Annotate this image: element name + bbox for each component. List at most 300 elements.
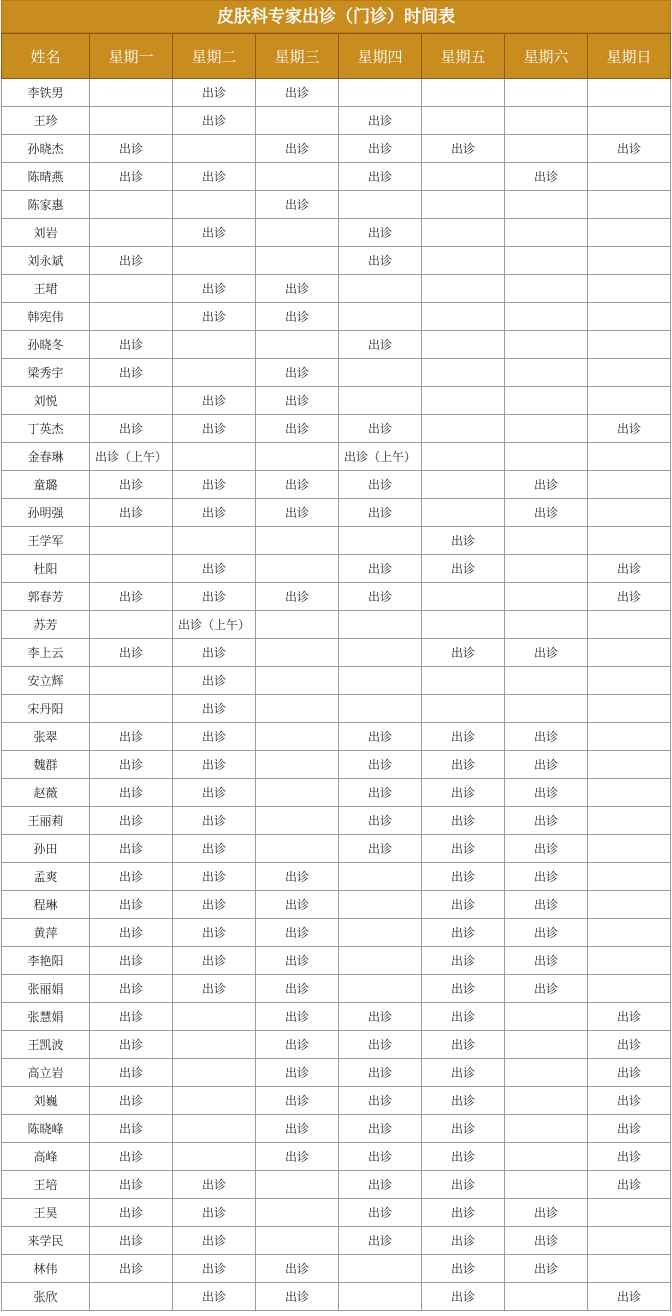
schedule-cell: 出诊 [90,807,173,835]
schedule-cell [256,667,339,695]
schedule-cell: 出诊 [505,639,588,667]
header-day: 星期三 [256,34,339,79]
schedule-cell [90,107,173,135]
schedule-cell [505,331,588,359]
schedule-cell: 出诊 [505,863,588,891]
schedule-cell: 出诊（上午） [173,611,256,639]
table-row [2,807,671,835]
schedule-cell [505,1003,588,1031]
doctor-name-cell: 丁英杰 [2,415,90,443]
schedule-cell [505,359,588,387]
schedule-cell: 出诊 [422,527,505,555]
table-row [2,387,671,415]
schedule-cell [588,247,671,275]
schedule-cell: 出诊 [339,499,422,527]
table-row [2,583,671,611]
schedule-cell [422,163,505,191]
schedule-cell [588,1199,671,1227]
schedule-cell: 出诊 [422,639,505,667]
schedule-cell [505,387,588,415]
header-day: 星期五 [422,34,505,79]
schedule-cell: 出诊 [173,723,256,751]
schedule-cell: 出诊 [173,919,256,947]
schedule-cell: 出诊 [505,975,588,1003]
schedule-cell [505,303,588,331]
schedule-cell: 出诊 [173,863,256,891]
schedule-cell: 出诊 [173,415,256,443]
schedule-cell: 出诊 [505,1199,588,1227]
doctor-name-cell: 金春琳 [2,443,90,471]
schedule-cell: 出诊 [422,1199,505,1227]
schedule-cell [505,1171,588,1199]
schedule-cell [256,1171,339,1199]
doctor-name-cell: 程琳 [2,891,90,919]
table-row [2,527,671,555]
schedule-cell [505,1087,588,1115]
schedule-cell [256,1227,339,1255]
schedule-cell [422,611,505,639]
schedule-cell [256,751,339,779]
schedule-cell: 出诊 [90,415,173,443]
schedule-cell: 出诊 [173,975,256,1003]
table-row [2,1171,671,1199]
schedule-cell: 出诊 [90,919,173,947]
doctor-name-cell: 杜阳 [2,555,90,583]
schedule-cell [588,863,671,891]
schedule-cell: 出诊 [173,555,256,583]
schedule-cell: 出诊 [422,723,505,751]
header-day: 星期二 [173,34,256,79]
schedule-cell: 出诊 [505,835,588,863]
schedule-cell: 出诊 [173,1255,256,1283]
schedule-cell [505,135,588,163]
schedule-cell [173,1059,256,1087]
doctor-name-cell: 魏群 [2,751,90,779]
schedule-cell: 出诊 [422,1003,505,1031]
schedule-cell [339,975,422,1003]
schedule-cell [505,191,588,219]
schedule-cell [588,695,671,723]
doctor-name-cell: 孙明强 [2,499,90,527]
table-row [2,1255,671,1283]
table-row [2,247,671,275]
doctor-name-cell: 王珺 [2,275,90,303]
doctor-name-cell: 赵薇 [2,779,90,807]
schedule-cell [256,695,339,723]
schedule-cell [256,611,339,639]
schedule-cell: 出诊 [173,471,256,499]
schedule-cell: 出诊 [422,751,505,779]
schedule-cell [505,527,588,555]
schedule-cell [256,107,339,135]
table-row [2,1059,671,1087]
schedule-cell: 出诊 [339,555,422,583]
schedule-cell [505,695,588,723]
doctor-name-cell: 孙晓冬 [2,331,90,359]
doctor-name-cell: 张丽娟 [2,975,90,1003]
doctor-name-cell: 高峰 [2,1143,90,1171]
doctor-name-cell: 王培 [2,1171,90,1199]
doctor-name-cell: 苏芳 [2,611,90,639]
doctor-name-cell: 梁秀宇 [2,359,90,387]
schedule-cell [256,639,339,667]
schedule-cell: 出诊 [173,751,256,779]
schedule-cell: 出诊 [339,1031,422,1059]
schedule-cell: 出诊 [505,919,588,947]
schedule-cell: 出诊 [256,583,339,611]
schedule-cell: 出诊 [173,1283,256,1311]
schedule-cell [339,919,422,947]
table-row [2,1143,671,1171]
schedule-cell [422,499,505,527]
table-row [2,779,671,807]
schedule-cell [588,639,671,667]
schedule-cell: 出诊 [256,303,339,331]
schedule-cell: 出诊 [256,891,339,919]
schedule-cell: 出诊 [256,1115,339,1143]
schedule-cell [505,1031,588,1059]
table-row [2,611,671,639]
schedule-cell [173,1087,256,1115]
schedule-cell: 出诊 [505,779,588,807]
table-row [2,331,671,359]
schedule-cell: 出诊 [339,751,422,779]
schedule-cell [256,1199,339,1227]
schedule-cell: 出诊 [339,1171,422,1199]
schedule-cell [173,443,256,471]
table-row [2,947,671,975]
schedule-cell [173,359,256,387]
schedule-cell [173,1115,256,1143]
schedule-cell: 出诊 [339,1003,422,1031]
schedule-cell [256,807,339,835]
schedule-cell [90,667,173,695]
schedule-cell: 出诊 [90,1059,173,1087]
schedule-cell: 出诊 [90,359,173,387]
schedule-cell: 出诊 [505,947,588,975]
schedule-cell [588,807,671,835]
schedule-cell [339,611,422,639]
schedule-cell [90,527,173,555]
table-row [2,863,671,891]
schedule-cell: 出诊 [173,163,256,191]
header-day: 星期六 [505,34,588,79]
schedule-cell [339,639,422,667]
schedule-cell: 出诊 [256,79,339,107]
schedule-cell: 出诊 [505,471,588,499]
schedule-cell: 出诊 [339,247,422,275]
table-row [2,667,671,695]
schedule-cell: 出诊 [173,1199,256,1227]
doctor-name-cell: 张翠 [2,723,90,751]
table-row [2,975,671,1003]
table-row [2,499,671,527]
doctor-name-cell: 安立辉 [2,667,90,695]
schedule-cell: 出诊 [256,947,339,975]
table-row [2,1283,671,1311]
schedule-cell: 出诊 [588,415,671,443]
schedule-cell [588,975,671,1003]
schedule-cell [588,779,671,807]
schedule-cell: 出诊 [90,135,173,163]
schedule-cell: 出诊 [90,499,173,527]
schedule-cell [588,723,671,751]
schedule-cell: 出诊 [90,947,173,975]
table-row [2,723,671,751]
schedule-cell: 出诊 [422,1283,505,1311]
schedule-cell [588,527,671,555]
schedule-cell [422,359,505,387]
table-row [2,695,671,723]
schedule-cell [588,919,671,947]
doctor-name-cell: 刘巍 [2,1087,90,1115]
schedule-cell [339,863,422,891]
schedule-cell: 出诊 [339,779,422,807]
doctor-name-cell: 高立岩 [2,1059,90,1087]
schedule-cell [90,219,173,247]
doctor-name-cell: 刘永斌 [2,247,90,275]
schedule-cell [505,1115,588,1143]
schedule-cell [422,331,505,359]
schedule-cell: 出诊 [90,1227,173,1255]
schedule-cell: 出诊 [90,471,173,499]
schedule-cell: 出诊 [588,1003,671,1031]
schedule-cell [90,303,173,331]
schedule-cell [339,667,422,695]
schedule-cell: 出诊 [422,807,505,835]
schedule-cell: 出诊 [588,1087,671,1115]
schedule-cell [90,695,173,723]
schedule-cell [256,443,339,471]
table-row [2,107,671,135]
schedule-cell: 出诊 [90,1003,173,1031]
header-day: 星期日 [588,34,671,79]
schedule-cell: 出诊 [173,107,256,135]
doctor-name-cell: 黄萍 [2,919,90,947]
schedule-cell: 出诊 [256,359,339,387]
schedule-page [1,0,671,1311]
table-row [2,891,671,919]
doctor-name-cell: 刘悦 [2,387,90,415]
schedule-cell [90,275,173,303]
doctor-name-cell: 陈晴燕 [2,163,90,191]
schedule-cell: 出诊 [256,1003,339,1031]
header-name: 姓名 [2,34,90,79]
schedule-cell [173,331,256,359]
schedule-cell: 出诊 [90,1143,173,1171]
schedule-cell: 出诊 [256,975,339,1003]
schedule-cell: 出诊 [588,1143,671,1171]
schedule-cell: 出诊 [422,135,505,163]
schedule-cell: 出诊 [505,891,588,919]
schedule-cell [339,387,422,415]
schedule-cell: 出诊 [422,975,505,1003]
schedule-cell [90,387,173,415]
schedule-cell [588,163,671,191]
schedule-cell: 出诊 [588,1171,671,1199]
schedule-cell [256,219,339,247]
schedule-cell [588,751,671,779]
schedule-cell [339,527,422,555]
schedule-cell: 出诊 [422,863,505,891]
doctor-name-cell: 童璐 [2,471,90,499]
schedule-cell [422,387,505,415]
schedule-cell [588,611,671,639]
schedule-cell: 出诊 [422,947,505,975]
schedule-cell: 出诊 [256,387,339,415]
schedule-cell [173,527,256,555]
schedule-cell [422,415,505,443]
doctor-name-cell: 王昊 [2,1199,90,1227]
schedule-cell [256,163,339,191]
schedule-cell [505,611,588,639]
schedule-cell: 出诊 [422,891,505,919]
schedule-cell: 出诊 [339,1227,422,1255]
schedule-cell: 出诊 [173,79,256,107]
table-row [2,79,671,107]
schedule-cell [505,667,588,695]
schedule-cell: 出诊 [422,779,505,807]
table-row [2,1227,671,1255]
doctor-name-cell: 孙晓杰 [2,135,90,163]
schedule-cell: 出诊 [339,723,422,751]
schedule-cell [588,891,671,919]
schedule-cell [339,275,422,303]
schedule-cell [256,527,339,555]
schedule-cell [588,471,671,499]
schedule-cell [256,723,339,751]
schedule-cell: 出诊 [256,919,339,947]
doctor-name-cell: 韩宪伟 [2,303,90,331]
schedule-cell [505,1143,588,1171]
header-day: 星期四 [339,34,422,79]
schedule-cell: 出诊 [339,1087,422,1115]
table-row [2,443,671,471]
schedule-cell: 出诊 [256,191,339,219]
schedule-cell: 出诊 [90,1115,173,1143]
schedule-cell [588,191,671,219]
schedule-cell: 出诊 [588,555,671,583]
schedule-cell: 出诊 [173,1171,256,1199]
schedule-cell: 出诊 [173,1227,256,1255]
schedule-cell [256,331,339,359]
schedule-cell [588,331,671,359]
doctor-name-cell: 张欣 [2,1283,90,1311]
schedule-cell: 出诊 [422,1227,505,1255]
schedule-cell [90,555,173,583]
schedule-cell [173,135,256,163]
doctor-name-cell: 孙田 [2,835,90,863]
schedule-cell: 出诊 [90,1087,173,1115]
schedule-cell: 出诊 [505,163,588,191]
table-row [2,639,671,667]
schedule-cell: 出诊 [339,135,422,163]
schedule-cell: 出诊 [505,1227,588,1255]
schedule-cell: 出诊 [173,695,256,723]
schedule-cell: 出诊 [173,947,256,975]
doctor-name-cell: 来学民 [2,1227,90,1255]
table-row [2,163,671,191]
schedule-cell [505,1283,588,1311]
header-row [2,34,671,79]
schedule-cell: 出诊 [256,1059,339,1087]
schedule-cell [588,1255,671,1283]
schedule-cell: 出诊 [422,919,505,947]
schedule-cell [505,583,588,611]
schedule-cell [339,359,422,387]
schedule-cell [422,443,505,471]
schedule-cell: 出诊 [256,415,339,443]
schedule-cell [505,555,588,583]
schedule-cell: 出诊 [256,1087,339,1115]
schedule-cell: 出诊 [173,807,256,835]
doctor-name-cell: 陈晓峰 [2,1115,90,1143]
schedule-cell: 出诊 [339,107,422,135]
schedule-cell [339,1255,422,1283]
schedule-cell [256,555,339,583]
table-row [2,219,671,247]
schedule-cell [339,191,422,219]
table-row [2,275,671,303]
schedule-cell [256,247,339,275]
table-row [2,415,671,443]
schedule-cell [339,891,422,919]
doctor-name-cell: 王丽莉 [2,807,90,835]
schedule-cell [505,247,588,275]
schedule-cell: 出诊 [505,1255,588,1283]
schedule-cell: 出诊 [588,135,671,163]
schedule-cell [422,303,505,331]
schedule-cell: 出诊 [90,583,173,611]
doctor-name-cell: 刘岩 [2,219,90,247]
table-row [2,303,671,331]
schedule-cell: 出诊 [90,779,173,807]
schedule-cell: 出诊 [339,1143,422,1171]
schedule-cell: 出诊 [588,1059,671,1087]
schedule-cell: 出诊 [90,331,173,359]
schedule-cell [505,415,588,443]
schedule-cell: 出诊 [339,415,422,443]
schedule-cell [588,219,671,247]
doctor-name-cell: 李铁男 [2,79,90,107]
schedule-cell [588,359,671,387]
schedule-cell: 出诊 [173,303,256,331]
schedule-cell: 出诊 [339,471,422,499]
schedule-cell [505,1059,588,1087]
schedule-cell: 出诊 [173,583,256,611]
schedule-cell [422,247,505,275]
schedule-cell: 出诊 [256,1283,339,1311]
schedule-cell: 出诊 [505,499,588,527]
schedule-cell [505,219,588,247]
schedule-cell: 出诊 [90,975,173,1003]
doctor-name-cell: 宋丹阳 [2,695,90,723]
schedule-cell: 出诊 [339,835,422,863]
schedule-cell: 出诊 [256,135,339,163]
schedule-cell [256,779,339,807]
table-row [2,919,671,947]
doctor-name-cell: 王凯波 [2,1031,90,1059]
schedule-cell [339,303,422,331]
schedule-cell: 出诊 [173,219,256,247]
table-row [2,1087,671,1115]
schedule-cell: 出诊（上午） [90,443,173,471]
schedule-cell [505,79,588,107]
table-row [2,359,671,387]
schedule-cell: 出诊 [173,779,256,807]
schedule-cell [422,191,505,219]
schedule-title: 皮肤科专家出诊（门诊）时间表 [1,0,671,33]
